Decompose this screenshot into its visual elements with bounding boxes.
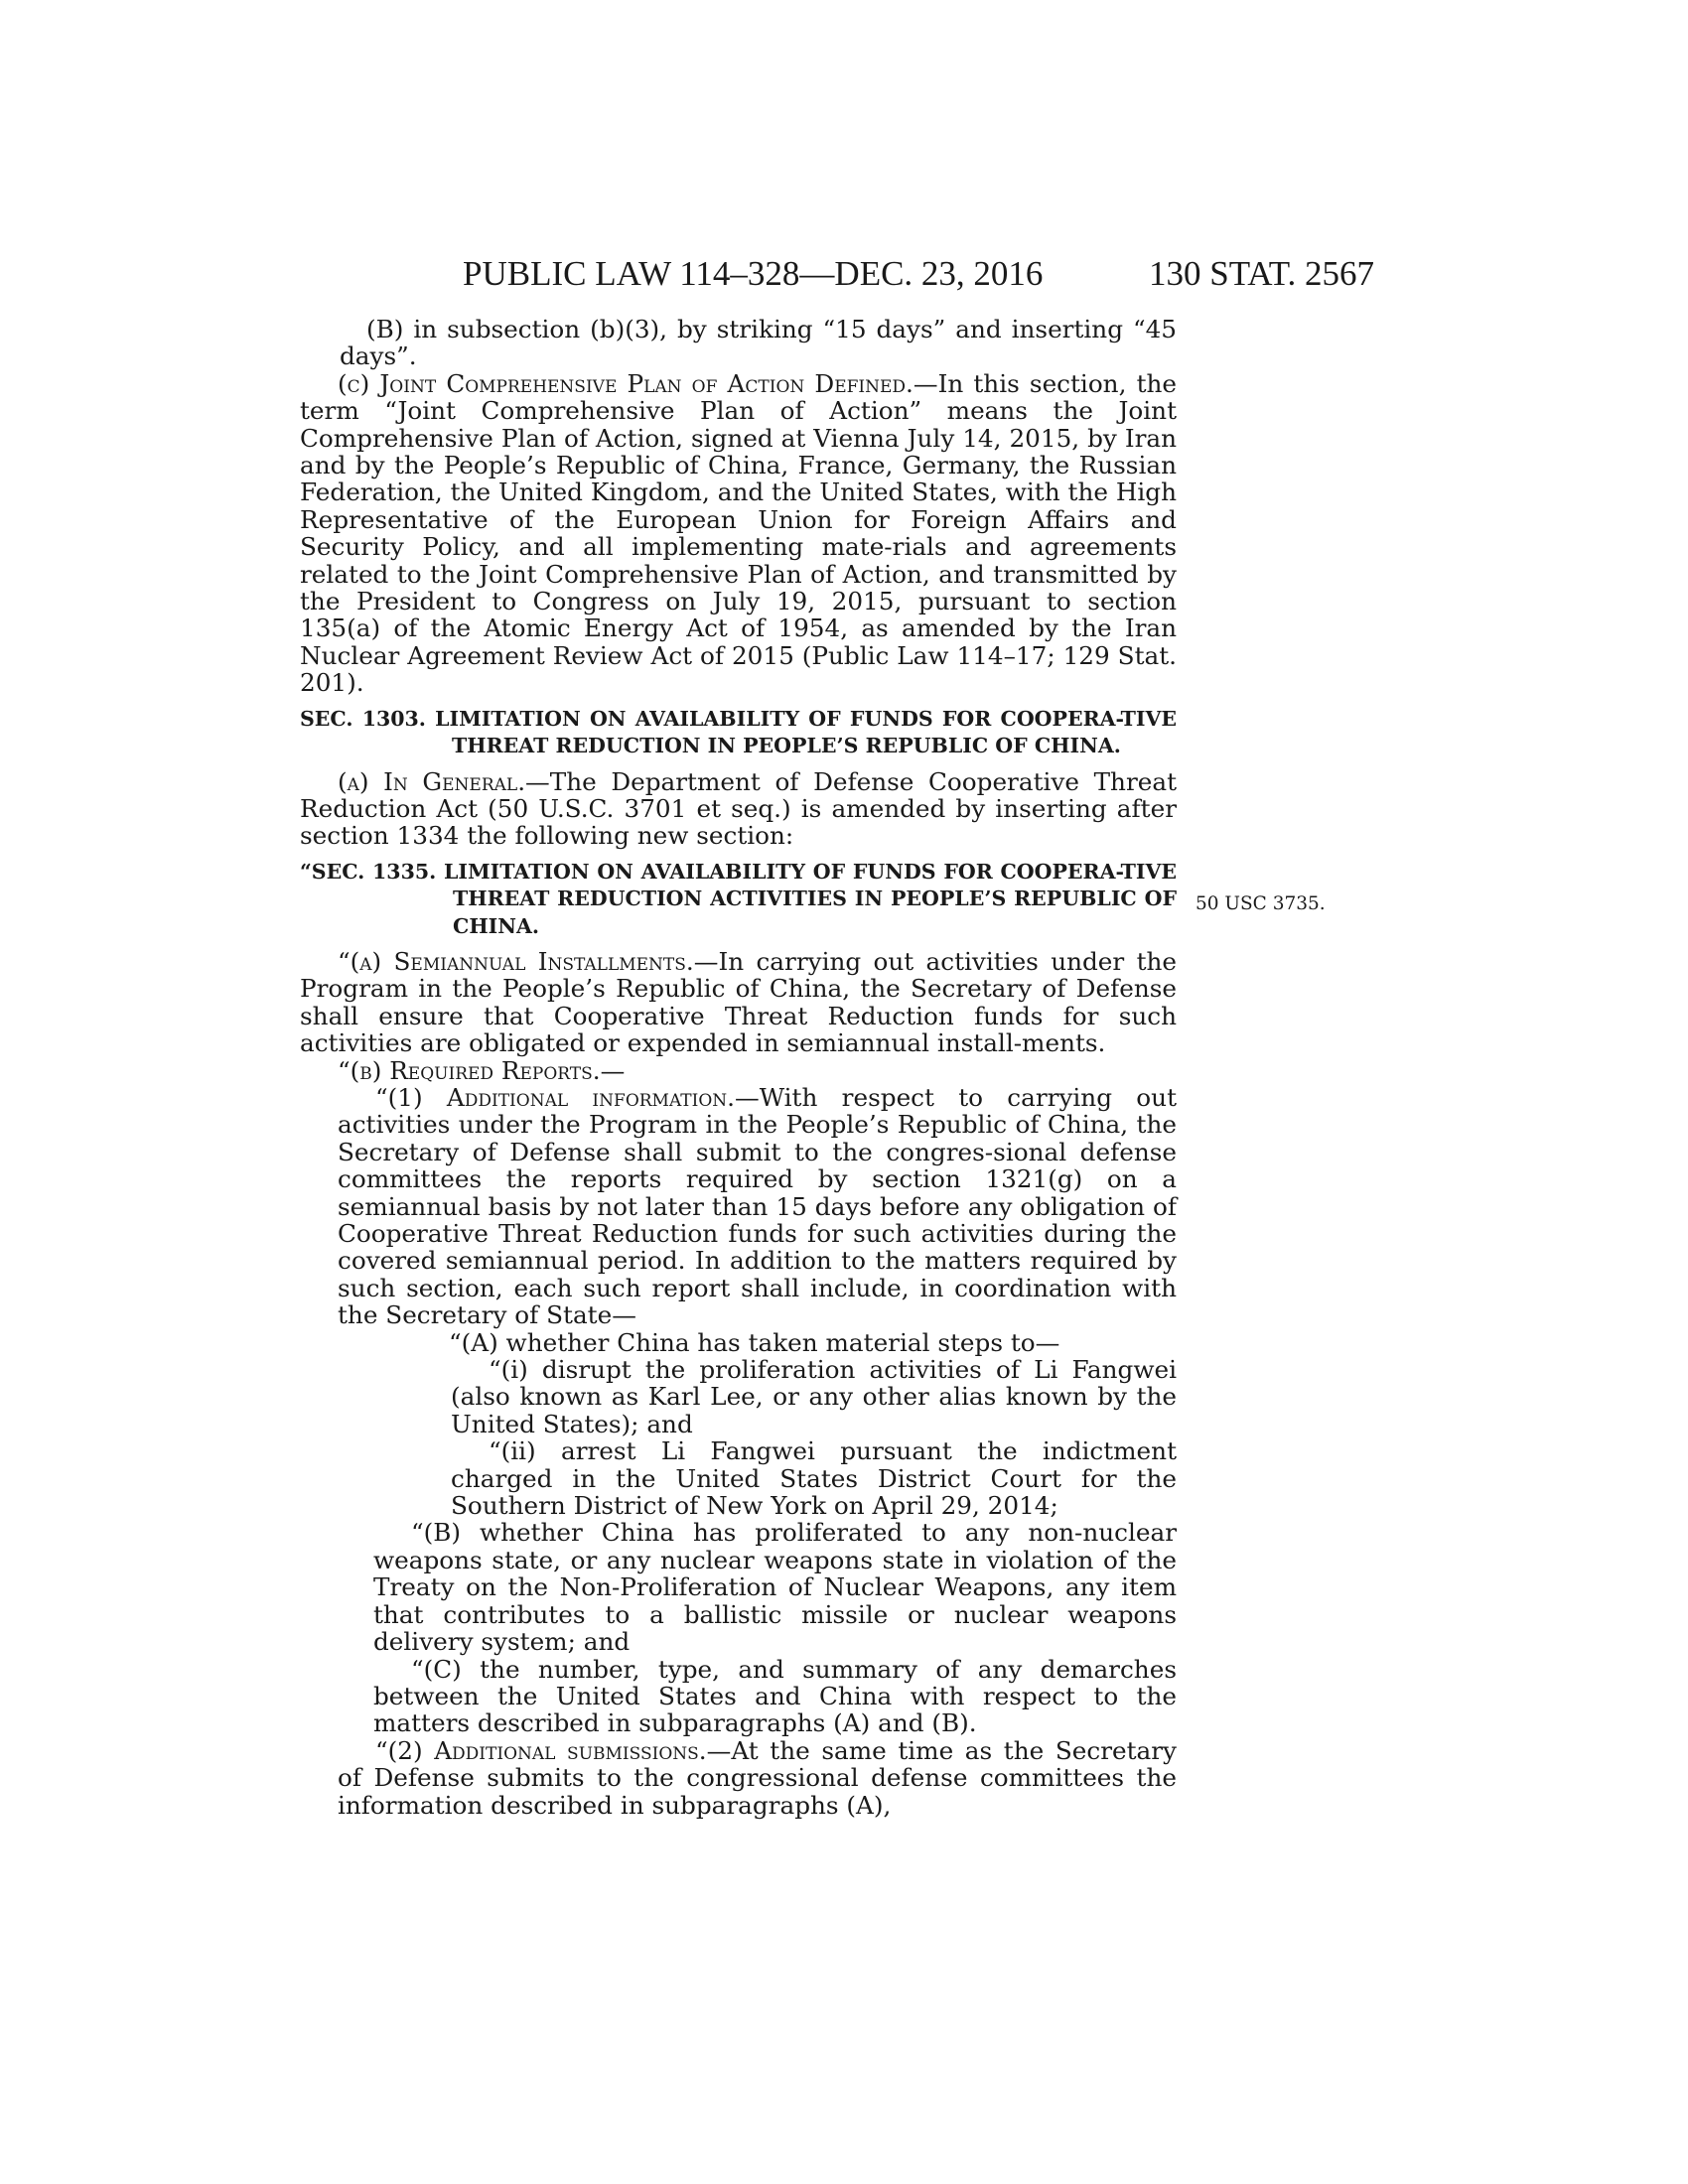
margin-citation: 50 USC 3735. <box>1196 893 1326 914</box>
subsection-text: —In carrying out activities under the Program in the People’s Republic of China, the Secretary of Defense shall ensure that Cooperative Threat Reduction funds for such activities are obligated or expended in semiannual install-ments. <box>300 946 1178 1058</box>
subsection-heading: (a) In General. <box>338 766 526 796</box>
clause-i: “(i) disrupt the proliferation activities of Li Fangwei (also known as Karl Lee, or any other alias known by the United States); and <box>451 1355 1177 1438</box>
subparagraph-C: “(C) the number, type, and summary of any demarches between the United States and China with respect to the matters described in subparagraphs (A) and (B). <box>373 1654 1177 1738</box>
clause-ii: “(ii) arrest Li Fangwei pursuant the indictment charged in the United States District Court for the Southern District of New York on April 29, 2014; <box>451 1436 1177 1521</box>
subsection-c <box>300 370 1177 697</box>
subsection-heading: “(a) Semiannual Installments. <box>338 946 694 976</box>
subsection-text: —In this section, the term “Joint Comprehensive Plan of Action” means the Joint Comprehensive Plan of Action, signed at Vienna July 14, 2015, by Iran and by the People’s Republic of China, France, Germany, the Russian Federation, the United Kingdom, and the United States, with the High Representative of the European Union for Foreign Affairs and Security Policy, and all implementing mate-rials and agreements related to the Joint Comprehensive Plan of Action, and transmitted by the President to Congress on July 19, 2015, pursuant to section 135(a) of the Atomic Energy Act of 1954, as amended by the Iran Nuclear Agreement Review Act of 2015 (Public Law 114–17; 129 Stat. 201). <box>300 368 1178 698</box>
paragraph-b3 <box>300 316 1177 370</box>
section-1303-heading: SEC. 1303. LIMITATION ON AVAILABILITY OF FUNDS FOR COOPERA-TIVE THREAT REDUCTION IN PEOPLE’S REPUBLIC OF CHINA. <box>300 706 1177 758</box>
paragraph-text: —At the same time as the Secretary of Defense submits to the congressional defense committees the information described in subparagraphs (A), <box>338 1735 1178 1820</box>
paragraph-1-additional-information <box>300 1084 1177 1329</box>
subparagraph-A: “(A) whether China has taken material steps to— <box>449 1327 1060 1357</box>
subsection-text: —The Department of Defense Cooperative Threat Reduction Act (50 U.S.C. 3701 et seq.) is amended by inserting after section 1334 the following new section: <box>300 766 1177 851</box>
subparagraph-B: “(B) whether China has proliferated to any non-nuclear weapons state, or any nuclear weapons state in violation of the Treaty on the Non-Proliferation of Nuclear Weapons, any item that contributes to a ballistic missile or nuclear weapons delivery system; and <box>373 1518 1177 1657</box>
statute-text-column <box>300 316 1177 1819</box>
subsection-heading: (c) Joint Comprehensive Plan of Action Defined. <box>338 368 914 398</box>
statute-page-number: 130 STAT. 2567 <box>1149 254 1374 293</box>
section-1335-heading: “SEC. 1335. LIMITATION ON AVAILABILITY OF FUNDS FOR COOPERA-TIVE THREAT REDUCTION ACTIVITIES IN PEOPLE’S REPUBLIC OF CHINA. <box>300 859 1177 938</box>
paragraph-heading: “(2) Additional submissions. <box>375 1735 707 1765</box>
subsection-a <box>300 768 1177 850</box>
public-law-citation: PUBLIC LAW 114–328—DEC. 23, 2016 <box>463 254 1044 293</box>
paragraph-2-additional-submissions <box>300 1737 1177 1819</box>
subsection-semiannual-installments <box>300 948 1177 1057</box>
paragraph-text: —With respect to carrying out activities under the Program in the People’s Republic of China, the Secretary of Defense shall submit to the congres-sional defense committees the reports required by section 1321(g) on a semiannual basis by not later than 15 days before any obligation of Cooperative Threat Reduction funds for such activities during the covered semiannual period. In addition to the matters required by such section, each such report shall include, in coordination with the Secretary of State— <box>338 1082 1177 1330</box>
paragraph-heading: “(1) Additional information. <box>375 1082 736 1112</box>
subsection-required-reports: “(b) Required Reports.— <box>338 1055 626 1085</box>
paragraph-text: (B) in subsection (b)(3), by striking “15 days” and inserting “45 days”. <box>340 315 1177 371</box>
